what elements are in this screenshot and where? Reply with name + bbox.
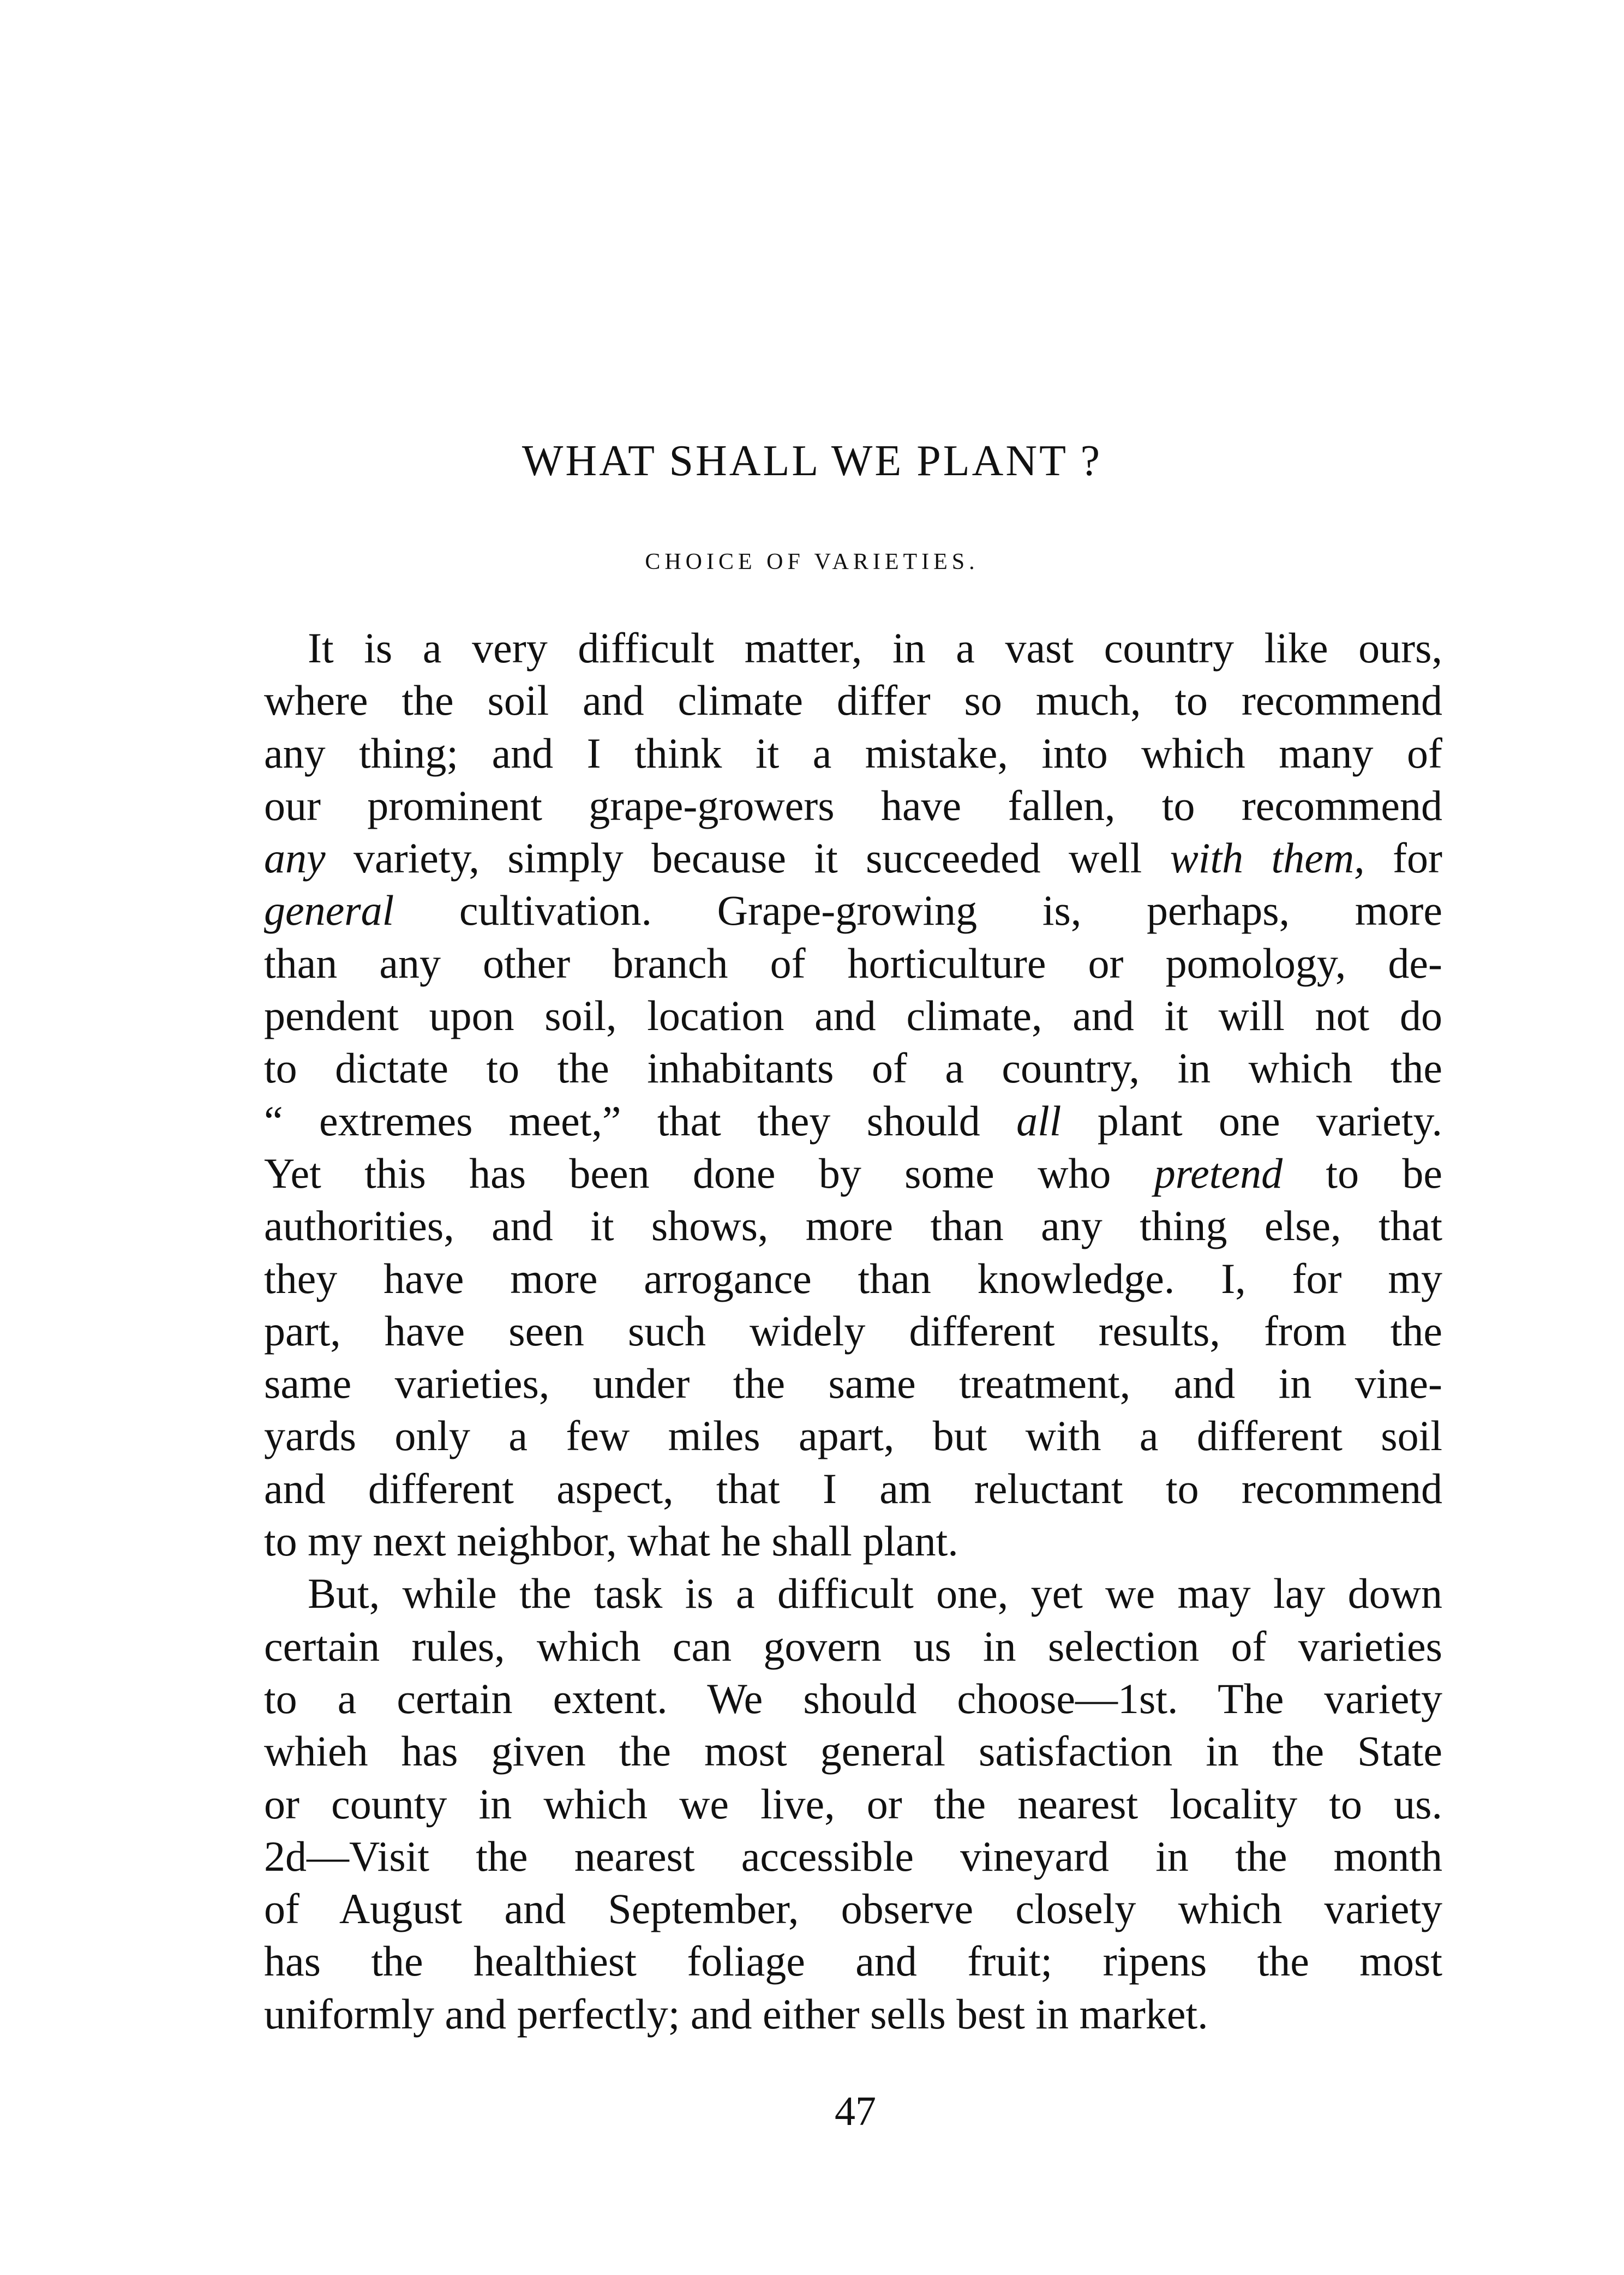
text-line [264, 1200, 1442, 1252]
text-line [264, 1095, 1442, 1147]
text-segment: authorities, and it shows, more than any thing else, that [264, 1202, 1442, 1250]
text-line [264, 1463, 1442, 1515]
text-segment: Yet this has been done by some who [264, 1149, 1154, 1197]
text-segment: to be [1283, 1149, 1442, 1197]
text-line [264, 1988, 1442, 2040]
text-segment: plant one variety. [1061, 1097, 1442, 1145]
text-segment: variety, simply because it succeeded well [325, 834, 1170, 882]
text-segment: of August and September, observe closely which variety [264, 1885, 1442, 1933]
text-line [264, 1305, 1442, 1357]
text-segment: to a certain extent. We should choose—1st. The variety [264, 1674, 1442, 1722]
text-line [264, 832, 1442, 884]
text-line [264, 937, 1442, 990]
text-segment: to my next neighbor, what he shall plant. [264, 1517, 958, 1565]
text-line [264, 1883, 1442, 1935]
italic-text: pretend [1154, 1149, 1283, 1197]
italic-text: with them, [1170, 834, 1365, 882]
text-segment: or county in which we live, or the nearest locality to us. [264, 1780, 1442, 1828]
text-segment: certain rules, which can govern us in selection of varieties [264, 1622, 1442, 1670]
text-line [264, 1357, 1442, 1410]
text-segment: any thing; and I think it a mistake, into which many of [264, 729, 1442, 777]
text-segment: than any other branch of horticulture or pomology, de- [264, 939, 1442, 987]
text-line [264, 1567, 1442, 1620]
text-line [264, 884, 1442, 937]
text-line [264, 674, 1442, 727]
text-segment: “ extremes meet,” that they should [264, 1097, 1017, 1145]
body-text [264, 622, 1442, 2040]
text-segment: pendent upon soil, location and climate, and it will not do [264, 992, 1442, 1040]
text-line [264, 1778, 1442, 1830]
text-line [264, 1830, 1442, 1883]
text-segment: they have more arrogance than knowledge. I, for my [264, 1254, 1442, 1302]
text-line [264, 622, 1442, 674]
page-number: 47 [835, 2088, 876, 2134]
text-segment: It is a very difficult matter, in a vast country like ours, [308, 624, 1442, 672]
text-line [264, 1253, 1442, 1305]
text-segment: cultivation. Grape-growing is, perhaps, more [394, 887, 1442, 935]
text-segment: has the healthiest foliage and fruit; ripens the most [264, 1937, 1442, 1985]
text-segment: yards only a few miles apart, but with a different soil [264, 1412, 1442, 1460]
text-segment: for [1364, 834, 1443, 882]
text-segment: part, have seen such widely different results, from the [264, 1307, 1442, 1355]
text-line [264, 1620, 1442, 1673]
text-segment: to dictate to the inhabitants of a country, in which the [264, 1044, 1442, 1092]
text-line [264, 1935, 1442, 1987]
text-segment: uniformly and perfectly; and either sells best in market. [264, 1990, 1208, 2038]
text-segment: 2d—Visit the nearest accessible vineyard in the month [264, 1832, 1442, 1880]
section-subheading: CHOICE OF VARIETIES. [645, 549, 979, 574]
text-segment: and different aspect, that I am reluctant to recommend [264, 1464, 1442, 1512]
text-line [264, 780, 1442, 832]
text-line [264, 990, 1442, 1042]
text-segment: where the soil and climate differ so much, to recommend [264, 676, 1442, 725]
text-line [264, 1515, 1442, 1567]
text-line [264, 1147, 1442, 1200]
text-line [264, 1725, 1442, 1777]
italic-text: any [264, 834, 326, 882]
chapter-heading: WHAT SHALL WE PLANT ? [522, 437, 1102, 485]
italic-text: all [1016, 1097, 1062, 1145]
italic-text: general [264, 887, 394, 935]
text-line [264, 1042, 1442, 1094]
text-segment: same varieties, under the same treatment, and in vine- [264, 1360, 1442, 1408]
text-segment: our prominent grape-growers have fallen, to recommend [264, 781, 1442, 829]
text-line [264, 1673, 1442, 1725]
text-line [264, 727, 1442, 780]
text-segment: whieh has given the most general satisfaction in the State [264, 1727, 1442, 1775]
text-segment: But, while the task is a difficult one, yet we may lay down [308, 1570, 1442, 1618]
text-line [264, 1410, 1442, 1462]
